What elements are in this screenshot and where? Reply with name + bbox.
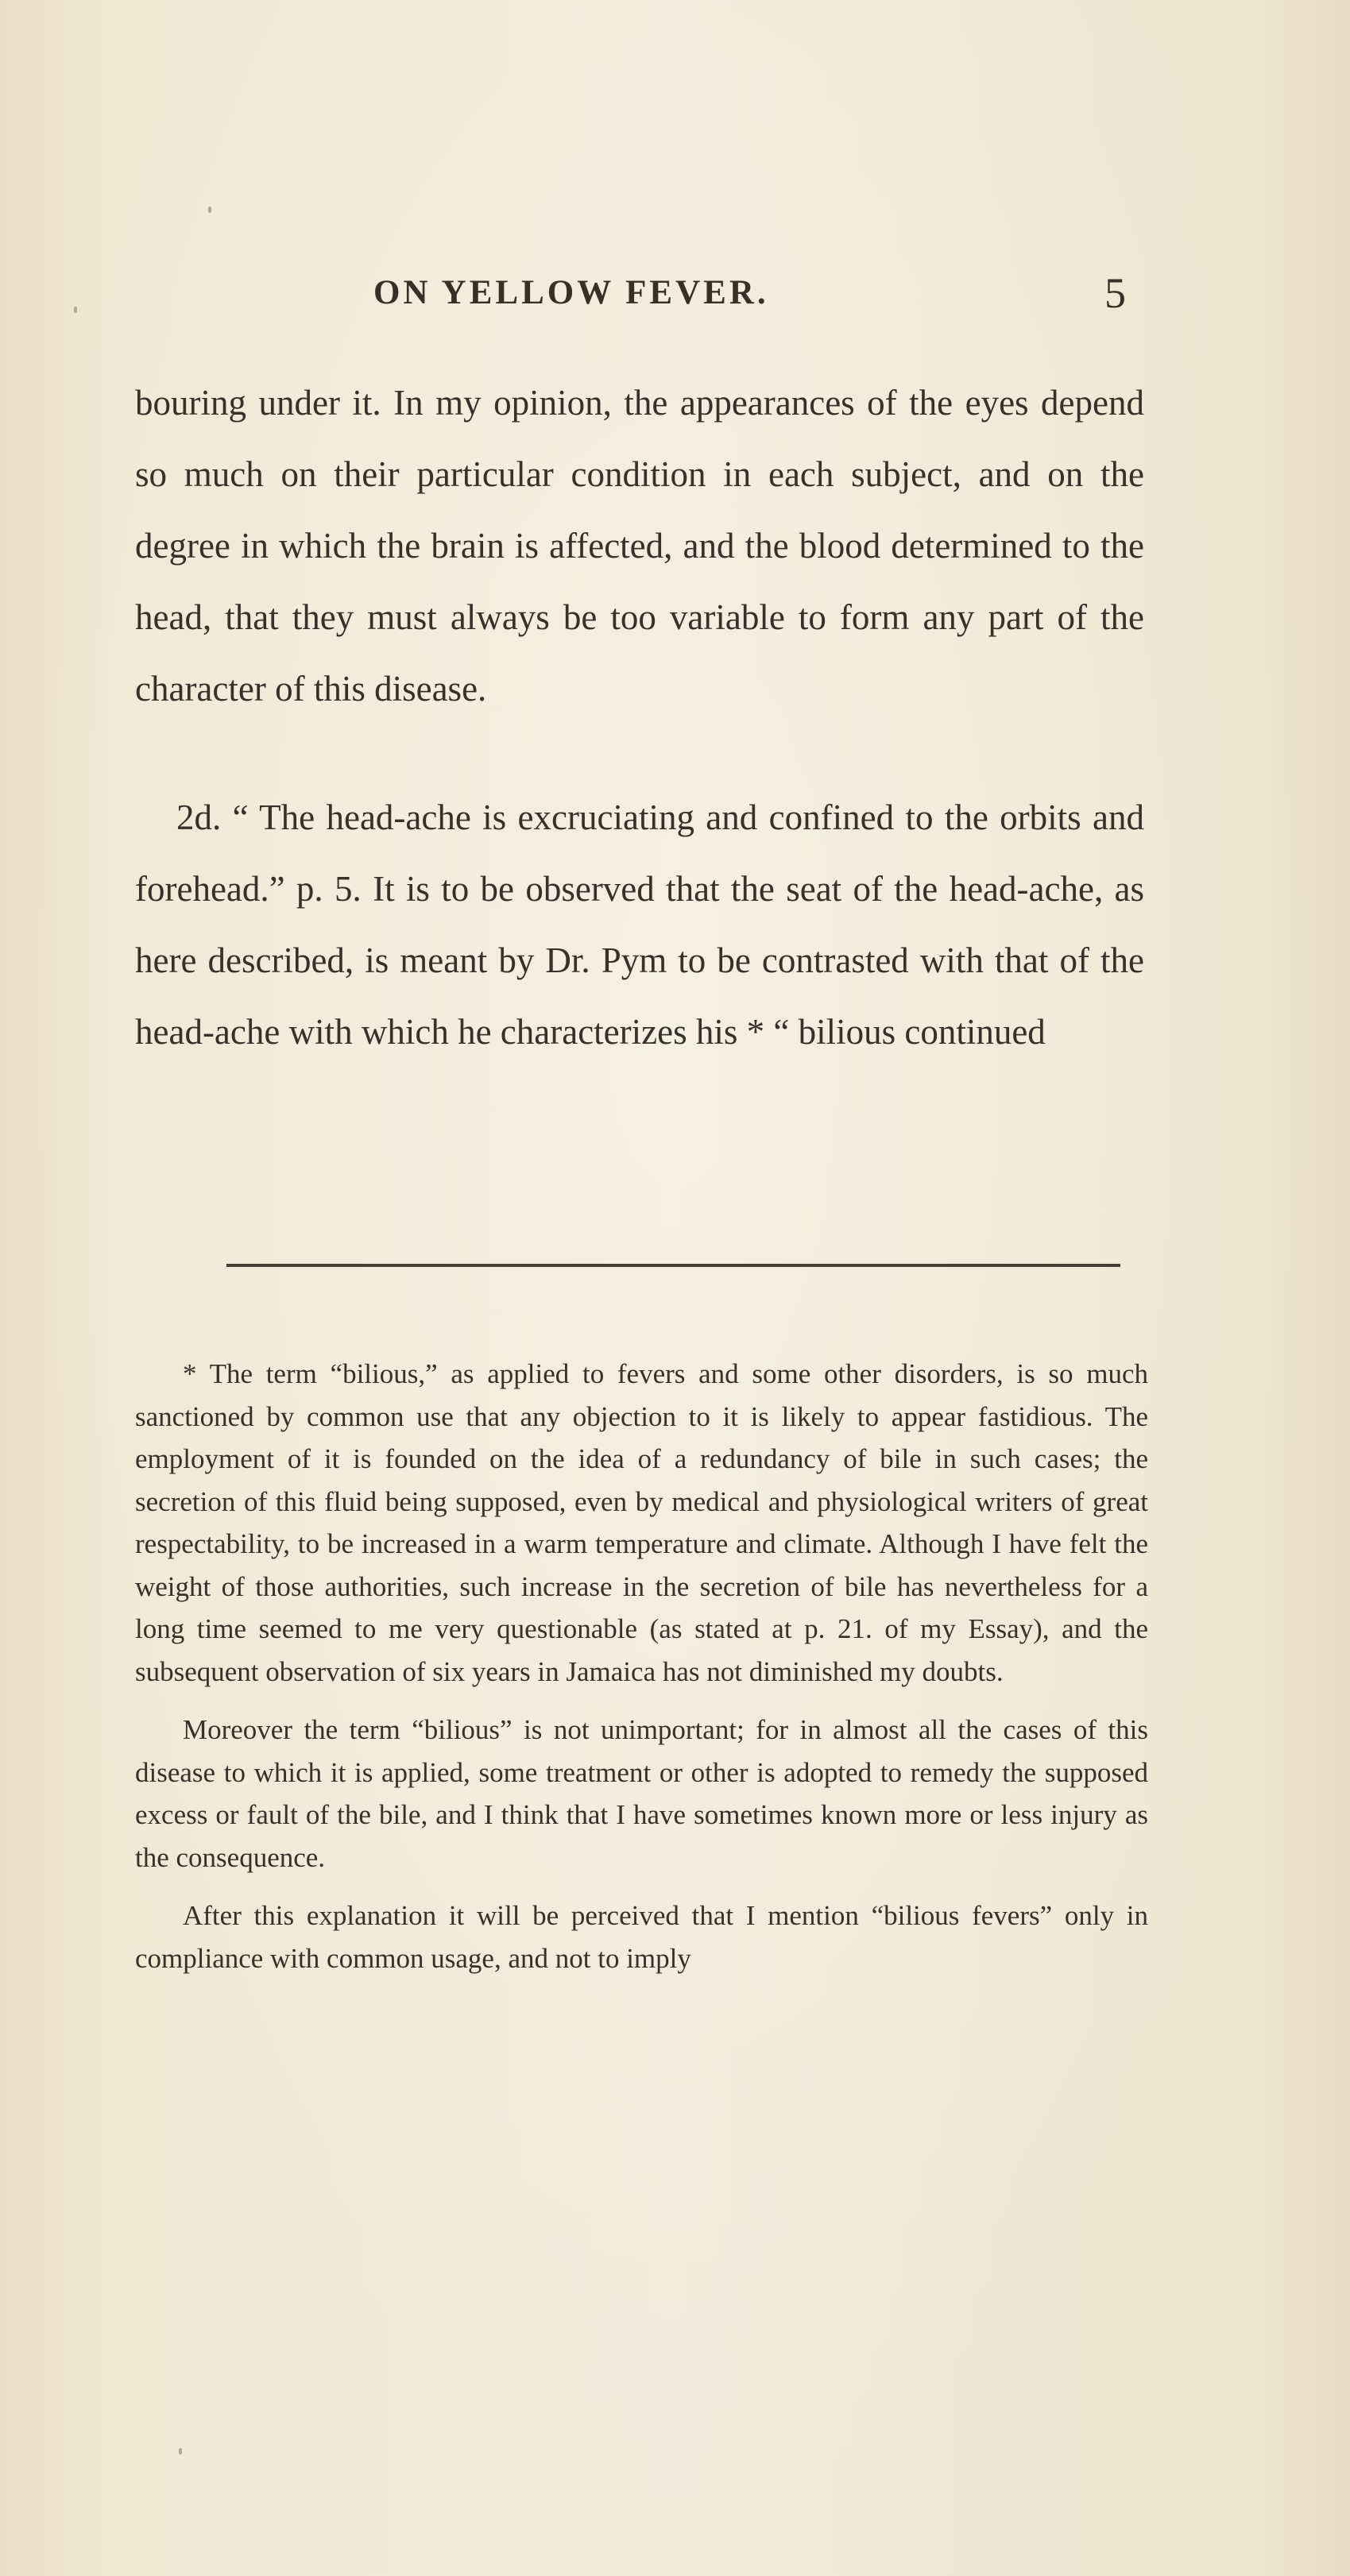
running-title: ON YELLOW FEVER. <box>373 274 769 311</box>
footnote-block <box>135 1353 1148 1979</box>
footnote-rule <box>226 1264 1120 1267</box>
ink-speck <box>179 2448 182 2454</box>
footnote-paragraph: * The term “bilious,” as applied to fevers and some other disorders, is so much sanctioned by common use that any objection to it is likely to appear fastidious. The employment of it is founded on the idea of a redundancy of bile in such cases; the secretion of this fluid being supposed, even by medical and physiological writers of great respectability, to be increased in a warm temperature and climate. Although I have felt the weight of those authorities, such increase in the secretion of bile has nevertheless for a long time seemed to me very questionable (as stated at p. 21. of my Essay), and the subsequent observation of six years in Jamaica has not diminished my doubts. <box>135 1358 1148 1687</box>
page-number: 5 <box>1104 269 1126 317</box>
footnote-paragraph: After this explanation it will be perceived that I mention “bilious fevers” only in compliance with common usage, and not to imply <box>135 1900 1148 1974</box>
body-text <box>135 367 1144 1068</box>
ink-speck <box>208 207 211 213</box>
footnote-paragraph: Moreover the term “bilious” is not unimportant; for in almost all the cases of this disease to which it is applied, some treatment or other is adopted to remedy the supposed excess or fault of the bile, and I think that I have sometimes known more or less injury as the consequence. <box>135 1714 1148 1873</box>
paragraph: 2d. “ The head-ache is excruciating and confined to the orbits and forehead.” p. 5. It is to be observed that the seat of the head-ache, as here described, is meant by Dr. Pym to be contrasted with that of the head-ache with which he characterizes his * “ bilious continued <box>135 798 1144 1052</box>
paragraph: bouring under it. In my opinion, the appearances of the eyes depend so much on their particular condition in each subject, and on the degree in which the brain is affected, and the blood determined to the head, that they must always be too variable to form any part of the character of this disease. <box>135 383 1144 709</box>
running-header <box>0 268 1350 324</box>
